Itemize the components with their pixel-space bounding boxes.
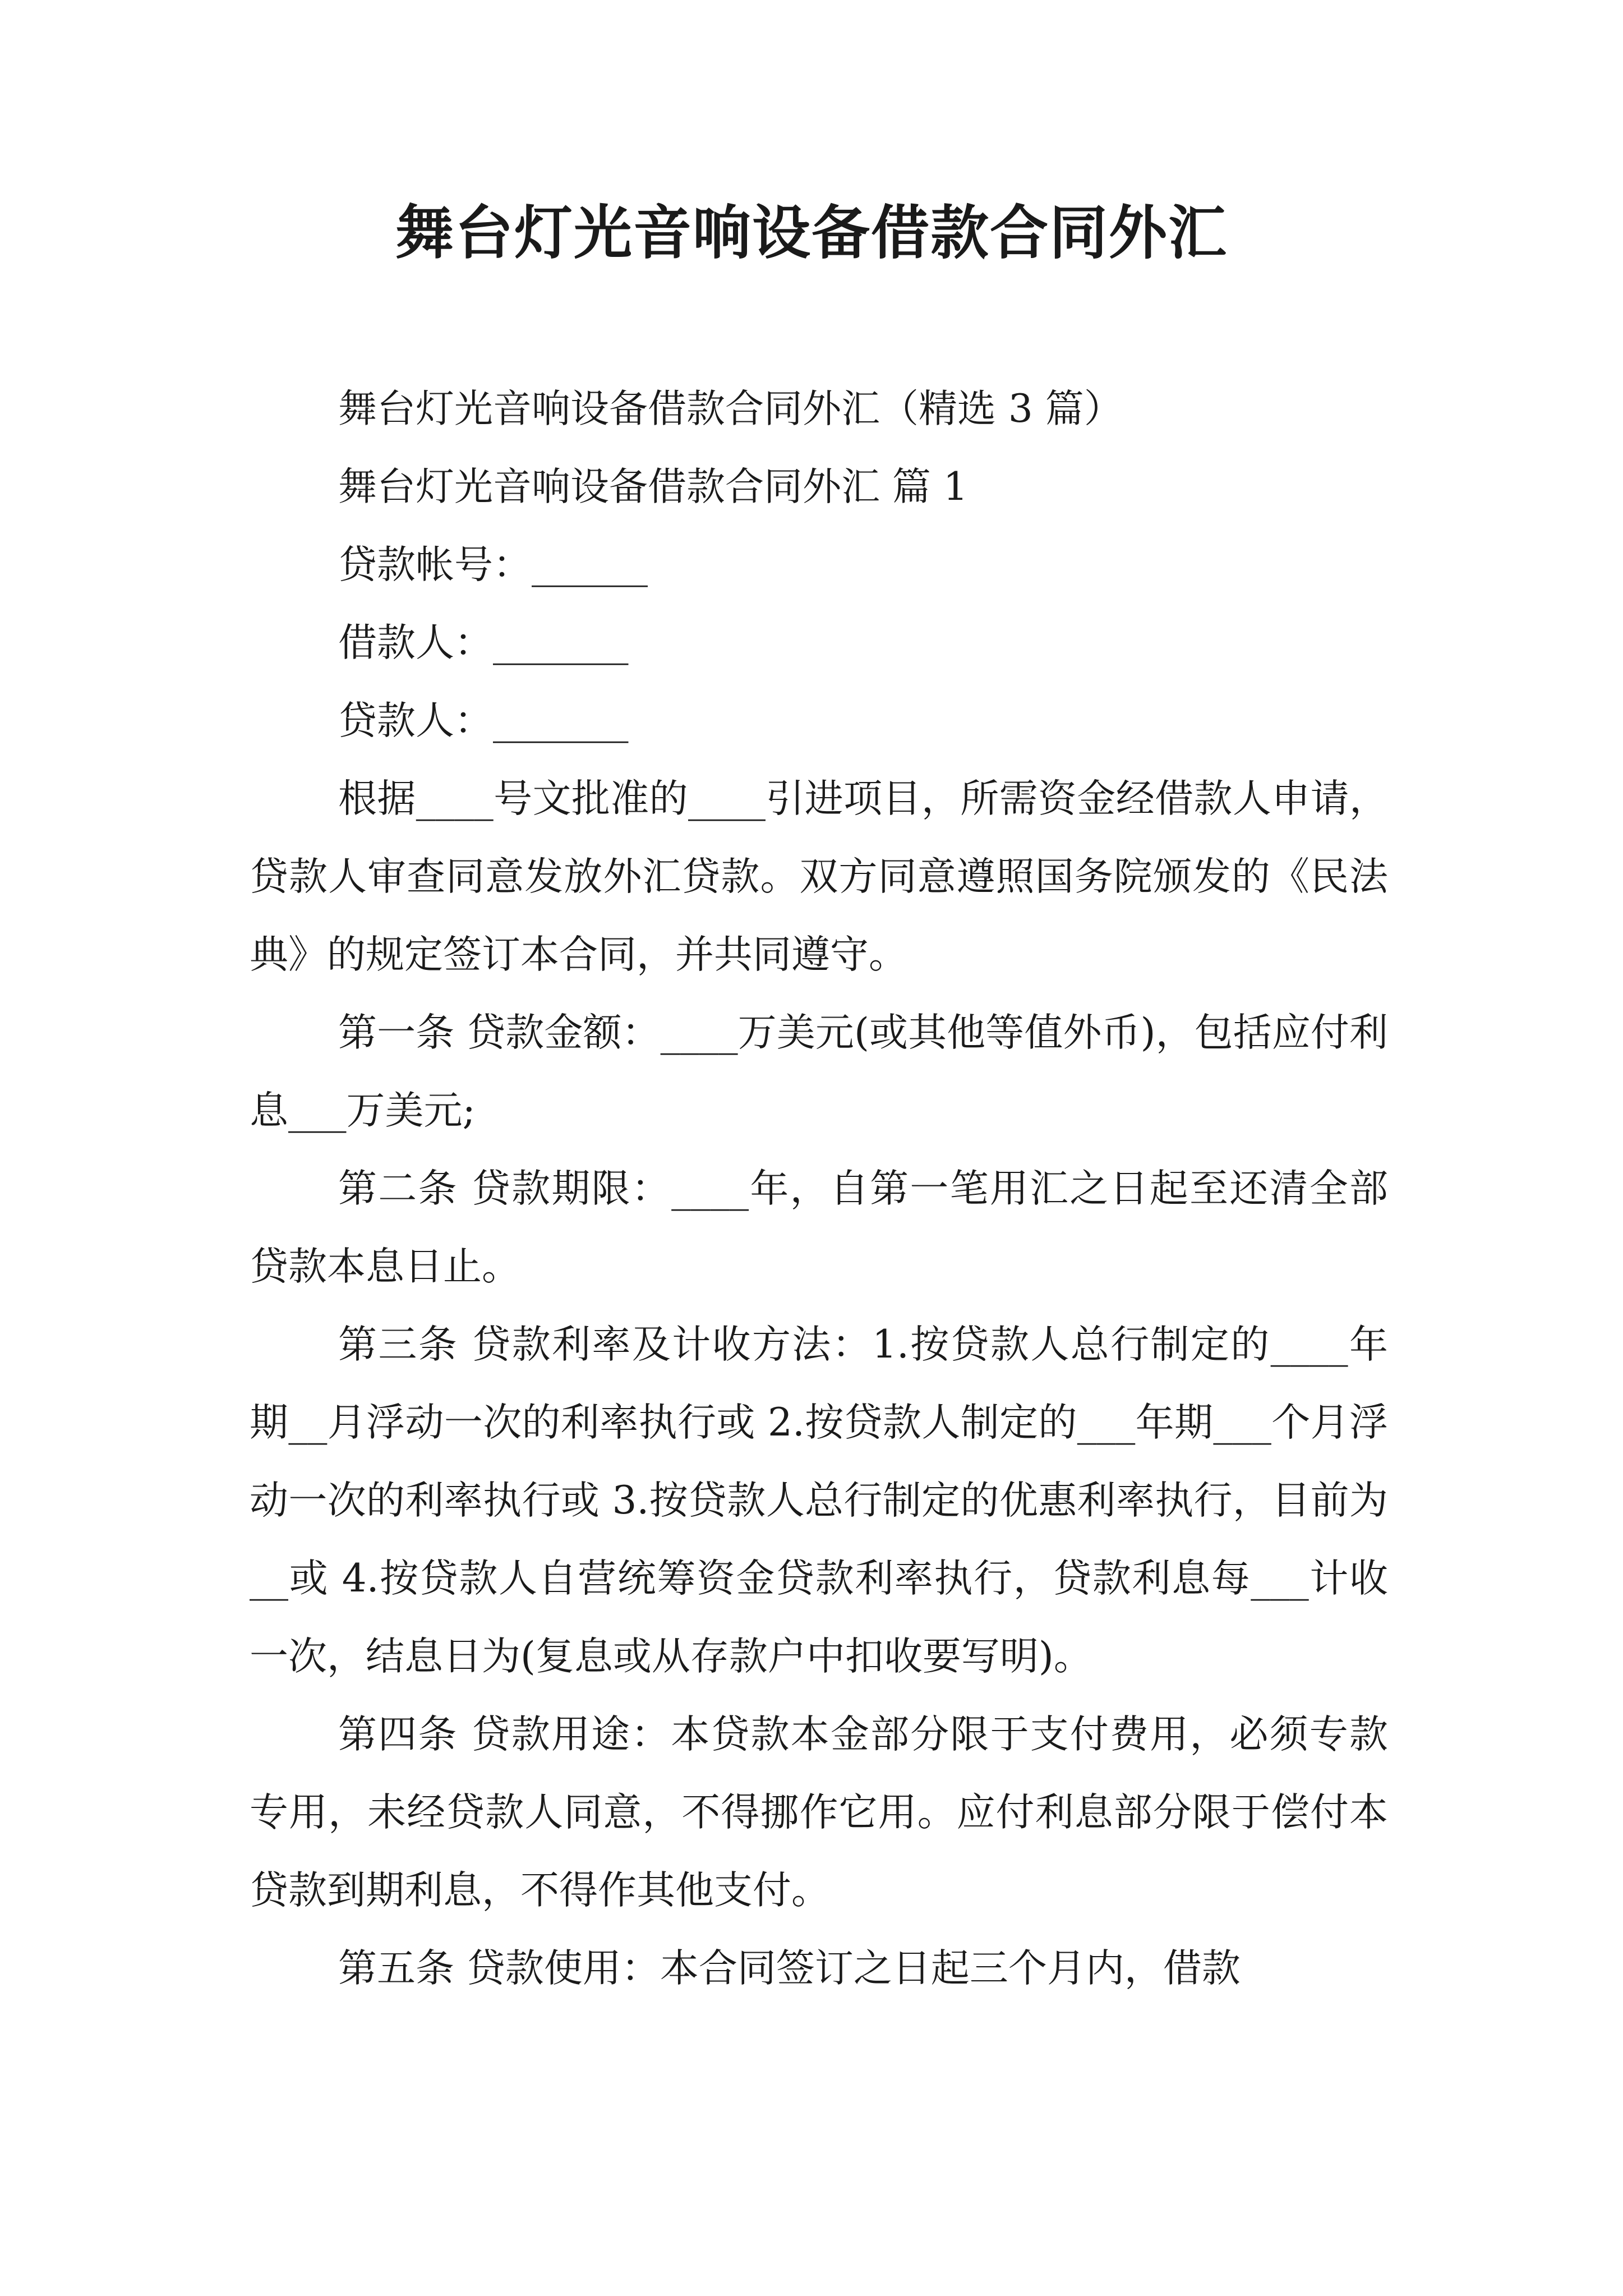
loan-account-field: 贷款帐号：______ xyxy=(338,542,648,587)
section-heading: 舞台灯光音响设备借款合同外汇 篇 1 xyxy=(338,464,968,509)
lender-field: 贷款人：_______ xyxy=(338,698,629,743)
subtitle-line: 舞台灯光音响设备借款合同外汇（精选 3 篇） xyxy=(338,386,1123,431)
article-5-paragraph: 第五条 贷款使用：本合同签订之日起三个月内，借款 xyxy=(338,1946,1241,1991)
article-3-paragraph: 第三条 贷款利率及计收方法：1.按贷款人总行制定的____年期__月浮动一次的利率执行或 2.按贷款人制定的___年期___个月浮动一次的利率执行或 3.按贷款人总行制定的优惠利率执行，目前为__或 4.按贷款人自营统筹资金贷款利率执行，贷款利息每___计收一次，结息日为(复息或从存款户中扣收要写明)。 xyxy=(250,1322,1388,1679)
document-body xyxy=(250,370,1388,2008)
article-4-paragraph: 第四条 贷款用途：本贷款本金部分限于支付费用，必须专款专用，未经贷款人同意，不得挪作它用。应付利息部分限于偿付本贷款到期利息，不得作其他支付。 xyxy=(250,1712,1388,1913)
borrower-field: 借款人：_______ xyxy=(338,620,629,665)
preamble-paragraph: 根据____号文批准的____引进项目，所需资金经借款人申请，贷款人审查同意发放外汇贷款。双方同意遵照国务院颁发的《民法典》的规定签订本合同，并共同遵守。 xyxy=(250,776,1388,977)
document-title: 舞台灯光音响设备借款合同外汇 xyxy=(395,198,1228,267)
article-1-paragraph: 第一条 贷款金额：____万美元(或其他等值外币)，包括应付利息___万美元; xyxy=(250,1010,1388,1133)
article-2-paragraph: 第二条 贷款期限：____年，自第一笔用汇之日起至还清全部贷款本息日止。 xyxy=(250,1166,1388,1289)
